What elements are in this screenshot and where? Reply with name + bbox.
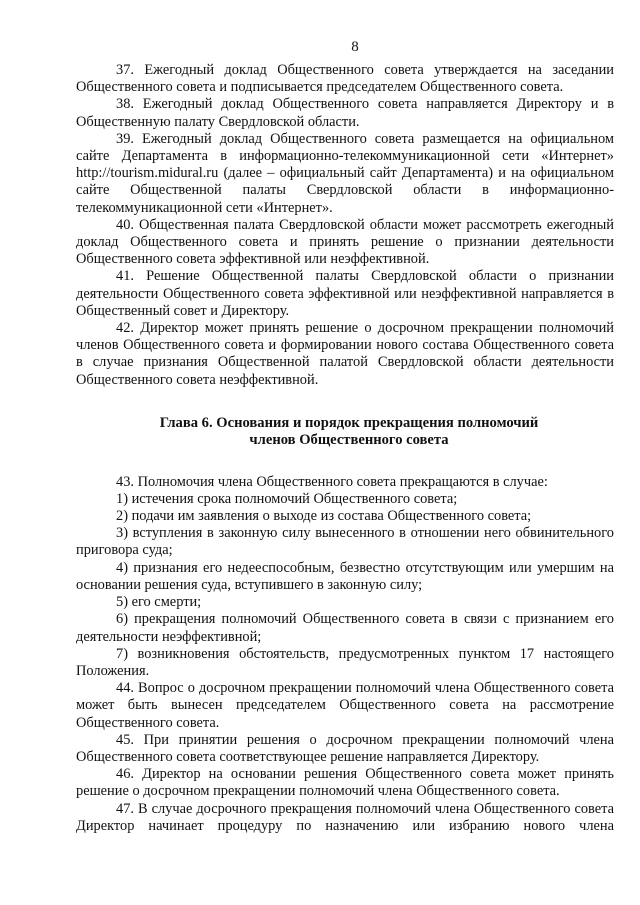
paragraph-46: 46. Директор на основании решения Общественного совета может принять решение о досрочном прекращении полномочий члена Общественного совета. xyxy=(76,766,614,800)
page-number: 8 xyxy=(351,39,359,55)
list-item-5: 5) его смерти; xyxy=(116,594,202,611)
paragraph-42: 42. Директор может принять решение о досрочном прекращении полномочий членов Общественного совета и формировании нового состава Общественного совета в случае признания Общественной палатой Свердловской области деятельности Общественного совета неэффективной. xyxy=(76,320,614,388)
list-item-2: 2) подачи им заявления о выходе из состава Общественного совета; xyxy=(116,508,532,525)
chapter-heading-line-2: членов Общественного совета xyxy=(249,432,449,449)
paragraph-43: 43. Полномочия члена Общественного совета прекращаются в случае: xyxy=(116,473,548,490)
chapter-heading xyxy=(76,415,614,450)
section-bottom xyxy=(76,474,614,835)
paragraph-40: 40. Общественная палата Свердловской области может рассмотреть ежегодный доклад Общественного совета и принять решение о признании деятельности Общественного совета эффективной или неэффективной. xyxy=(76,216,614,268)
paragraph-44: 44. Вопрос о досрочном прекращении полномочий члена Общественного совета может быть вынесен председателем Общественного совета на рассмотрение Общественного совета. xyxy=(76,680,614,731)
paragraph-39: 39. Ежегодный доклад Общественного совета размещается на официальном сайте Департамента в информационно-телекоммуникационной сети «Интернет» http://tourism.midural.ru (далее – официальный сайт Департамента) и на официальном сайте Общественной палаты Свердловской области в информационно-телекоммуникационной сети «Интернет». xyxy=(76,130,614,216)
paragraph-45: 45. При принятии решения о досрочном прекращении полномочий члена Общественного совета соответствующее решение направляется Директору. xyxy=(76,731,614,765)
list-item-7: 7) возникновения обстоятельств, предусмотренных пунктом 17 настоящего Положения. xyxy=(76,645,614,679)
paragraph-47: 47. В случае досрочного прекращения полномочий члена Общественного совета Директор начинает процедуру по назначению или избранию нового члена xyxy=(76,800,614,834)
list-item-1: 1) истечения срока полномочий Общественного совета; xyxy=(116,490,458,507)
list-item-3: 3) вступления в законную силу вынесенного в отношении него обвинительного приговора суда; xyxy=(76,525,614,559)
paragraph-37: 37. Ежегодный доклад Общественного совета утверждается на заседании Общественного совета и подписывается председателем Общественного совета. xyxy=(76,62,614,96)
list-item-4: 4) признания его недееспособным, безвестно отсутствующим или умершим на основании решения суда, вступившего в законную силу; xyxy=(76,559,614,593)
chapter-heading-line-1: Глава 6. Основания и порядок прекращения полномочий xyxy=(159,414,539,431)
paragraph-41: 41. Решение Общественной палаты Свердловской области о признании деятельности Общественного совета эффективной или неэффективной направляется в Общественный совет и Директору. xyxy=(76,268,614,319)
section-top xyxy=(76,62,614,389)
paragraph-38: 38. Ежегодный доклад Общественного совета направляется Директору и в Общественную палату Свердловской области. xyxy=(76,96,614,130)
list-item-6: 6) прекращения полномочий Общественного совета в связи с признанием его деятельности неэффективной; xyxy=(76,611,614,645)
